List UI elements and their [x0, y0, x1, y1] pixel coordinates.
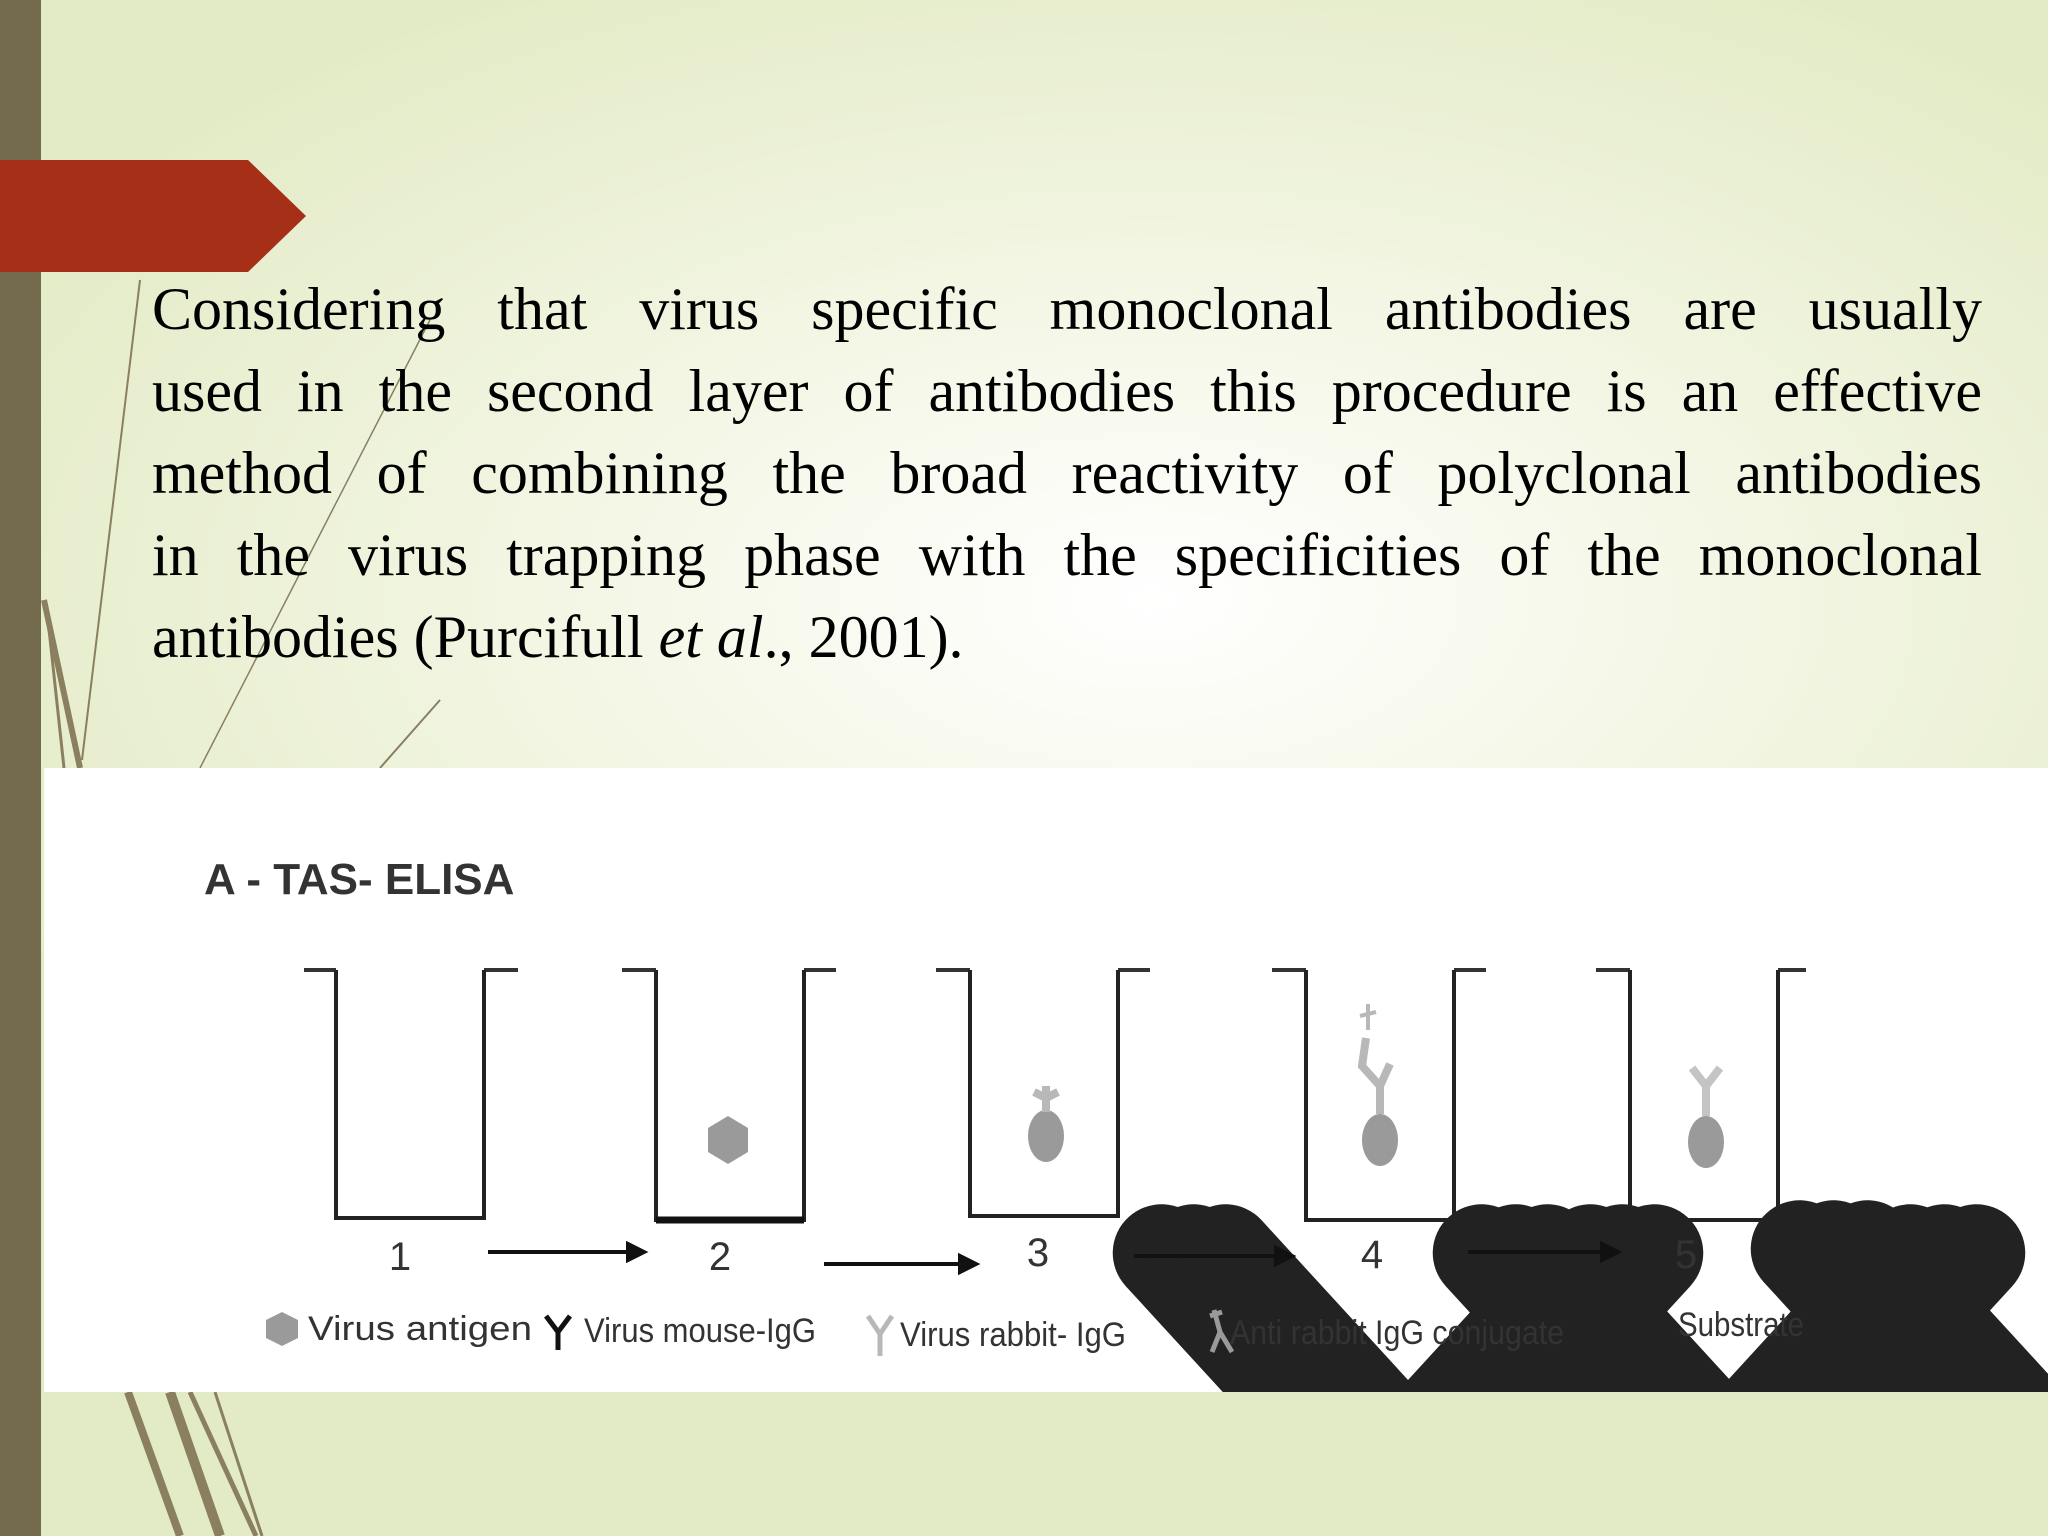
body-line-1: Considering that virus specific monoclonal antibodies are usually [152, 276, 1982, 342]
well-1-outline [336, 970, 484, 1218]
well-3-rabbit-igg [1034, 1086, 1058, 1112]
legend-label-mouse-igg: Virus mouse-IgG [584, 1312, 816, 1350]
step-number-5: 5 [1674, 1233, 1698, 1277]
step-number-3: 3 [1026, 1231, 1050, 1275]
citation-pre: antibodies (Purcifull [152, 604, 659, 670]
virus-antigen-icon [266, 1312, 298, 1346]
figure-title: A - TAS- ELISA [204, 855, 515, 904]
elisa-figure-panel [44, 768, 2048, 1392]
red-arrow-banner [0, 160, 310, 272]
mouse-igg-icon [546, 1316, 570, 1350]
well-5-virus-antigen [1688, 1116, 1724, 1168]
legend-label-virus-antigen: Virus antigen [308, 1310, 532, 1348]
step-number-2: 2 [708, 1235, 732, 1279]
well-5-conjugate [1692, 1068, 1720, 1116]
body-paragraph [152, 268, 1982, 678]
legend-label-rabbit-igg: Virus rabbit- IgG [900, 1316, 1126, 1354]
well-3-virus-antigen [1028, 1110, 1064, 1162]
step-number-4: 4 [1360, 1233, 1384, 1277]
well-4-enzyme-tag [1360, 1004, 1376, 1030]
citation-post: ., 2001). [763, 604, 964, 670]
citation-italic: et al [658, 604, 764, 670]
well-2-outline [656, 970, 804, 1220]
body-line-4: in the virus trapping phase with the specificities of the monoclonal [152, 522, 1982, 588]
body-line-3: method of combining the broad reactivity of polyclonal antibodies [152, 440, 1982, 506]
step-arrow-1-head [628, 1244, 644, 1260]
step-arrow-2-head [960, 1256, 976, 1272]
legend-label-conjugate: Anti rabbit IgG conjugate [1230, 1314, 1564, 1352]
elisa-diagram [44, 768, 2048, 1392]
body-line-5 [152, 596, 1982, 678]
rabbit-igg-icon [868, 1316, 892, 1356]
legend-label-substrate: Substrate [1678, 1306, 1804, 1344]
well-4-conjugate [1362, 1038, 1390, 1114]
well-2-virus-antigen [708, 1116, 748, 1164]
step-number-1: 1 [388, 1235, 412, 1279]
body-line-2: used in the second layer of antibodies this procedure is an effective [152, 358, 1982, 424]
well-4-virus-antigen [1362, 1114, 1398, 1166]
